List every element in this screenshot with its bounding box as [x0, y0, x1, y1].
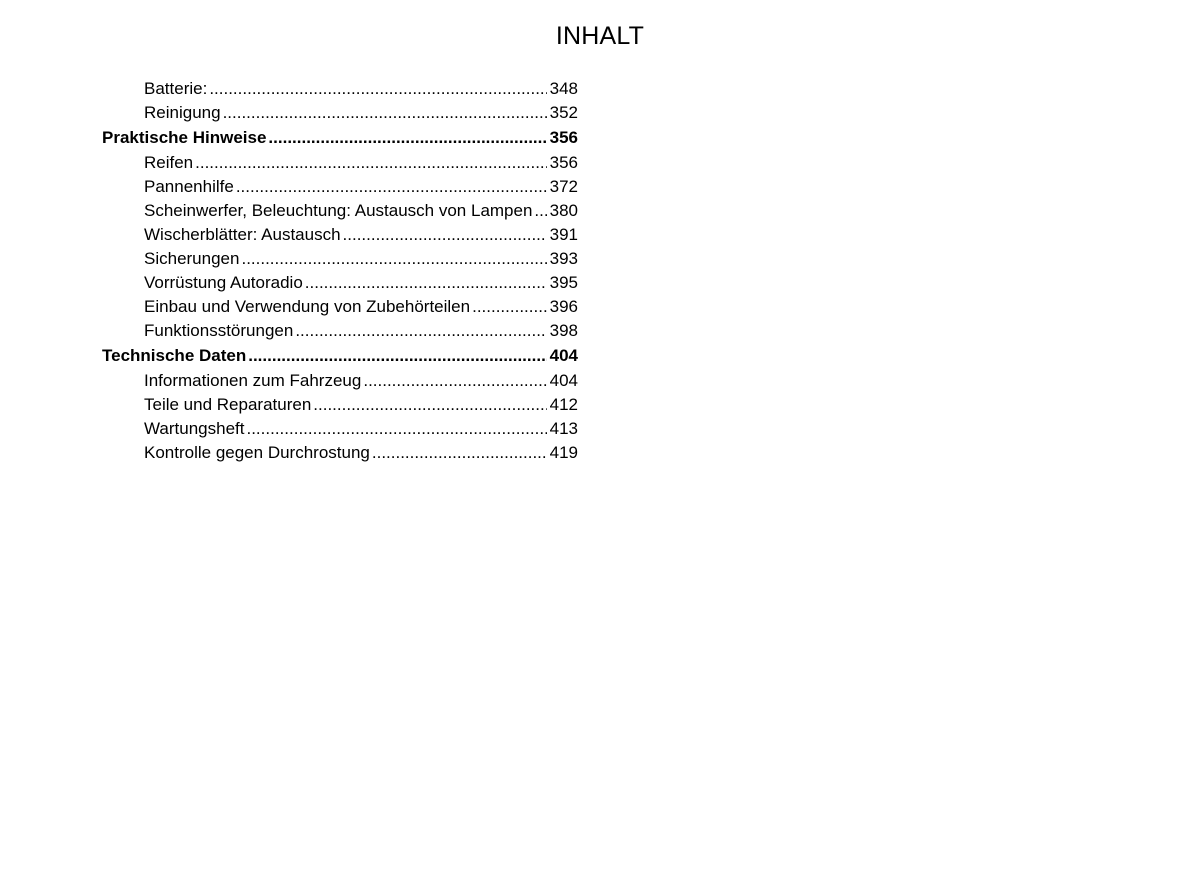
toc-section-label: Technische Daten	[102, 346, 247, 365]
toc-entry-page: 398	[549, 321, 578, 340]
toc-entry[interactable]	[102, 441, 578, 465]
toc-entry[interactable]	[102, 101, 578, 125]
toc-entry-label: Kontrolle gegen Durchrostung	[144, 443, 370, 462]
dot-leader	[246, 417, 546, 441]
toc-entry-page: 393	[549, 249, 578, 268]
dot-leader	[268, 125, 546, 151]
dot-leader	[236, 175, 547, 199]
toc-entry-label: Wischerblätter: Austausch	[144, 225, 341, 244]
dot-leader	[223, 101, 547, 125]
toc-section-page: 404	[549, 346, 578, 365]
dot-leader	[209, 77, 546, 101]
toc-entry[interactable]	[102, 393, 578, 417]
dot-leader	[313, 393, 546, 417]
page-title: INHALT	[555, 22, 645, 50]
toc-entry-label: Scheinwerfer, Beleuchtung: Austausch von Lampen	[144, 201, 533, 220]
toc-entry-label: Reinigung	[144, 103, 221, 122]
toc-entry-page: 352	[549, 103, 578, 122]
dot-leader	[241, 247, 546, 271]
toc-entry[interactable]	[102, 295, 578, 319]
dot-leader	[248, 343, 546, 369]
dot-leader	[295, 319, 546, 343]
toc-section-entry[interactable]	[102, 125, 578, 151]
toc-entry-page: 380	[549, 201, 578, 220]
toc-entry-label: Batterie:	[144, 79, 208, 98]
dot-leader	[363, 369, 546, 393]
toc-entry-label: Vorrüstung Autoradio	[144, 273, 303, 292]
toc-entry-page: 348	[549, 79, 578, 98]
toc-entry[interactable]	[102, 369, 578, 393]
toc-entry-page: 356	[549, 153, 578, 172]
toc-entry-label: Sicherungen	[144, 249, 240, 268]
toc-entry[interactable]	[102, 151, 578, 175]
toc-entry[interactable]	[102, 223, 578, 247]
toc-entry[interactable]	[102, 319, 578, 343]
toc-entry-label: Reifen	[144, 153, 194, 172]
toc-entry-page: 413	[549, 419, 578, 438]
toc-entry[interactable]	[102, 247, 578, 271]
dot-leader	[343, 223, 547, 247]
toc-entry-label: Pannenhilfe	[144, 177, 234, 196]
table-of-contents	[102, 77, 578, 465]
toc-entry-page: 391	[549, 225, 578, 244]
toc-entry-page: 372	[549, 177, 578, 196]
toc-entry-page: 412	[549, 395, 578, 414]
dot-leader	[372, 441, 547, 465]
toc-entry[interactable]	[102, 271, 578, 295]
toc-entry-label: Informationen zum Fahrzeug	[144, 371, 362, 390]
dot-leader	[534, 199, 546, 223]
toc-entry[interactable]	[102, 77, 578, 101]
toc-section-page: 356	[549, 128, 578, 147]
toc-entry-label: Wartungsheft	[144, 419, 245, 438]
dot-leader	[472, 295, 547, 319]
toc-section-label: Praktische Hinweise	[102, 128, 267, 147]
dot-leader	[305, 271, 547, 295]
toc-entry[interactable]	[102, 417, 578, 441]
toc-entry-page: 419	[549, 443, 578, 462]
toc-entry-page: 396	[549, 297, 578, 316]
toc-section-entry[interactable]	[102, 343, 578, 369]
toc-entry[interactable]	[102, 199, 578, 223]
dot-leader	[195, 151, 546, 175]
toc-entry-label: Funktionsstörungen	[144, 321, 294, 340]
toc-entry-page: 395	[549, 273, 578, 292]
toc-entry-label: Teile und Reparaturen	[144, 395, 312, 414]
toc-entry-label: Einbau und Verwendung von Zubehörteilen	[144, 297, 471, 316]
toc-entry[interactable]	[102, 175, 578, 199]
toc-entry-page: 404	[549, 371, 578, 390]
